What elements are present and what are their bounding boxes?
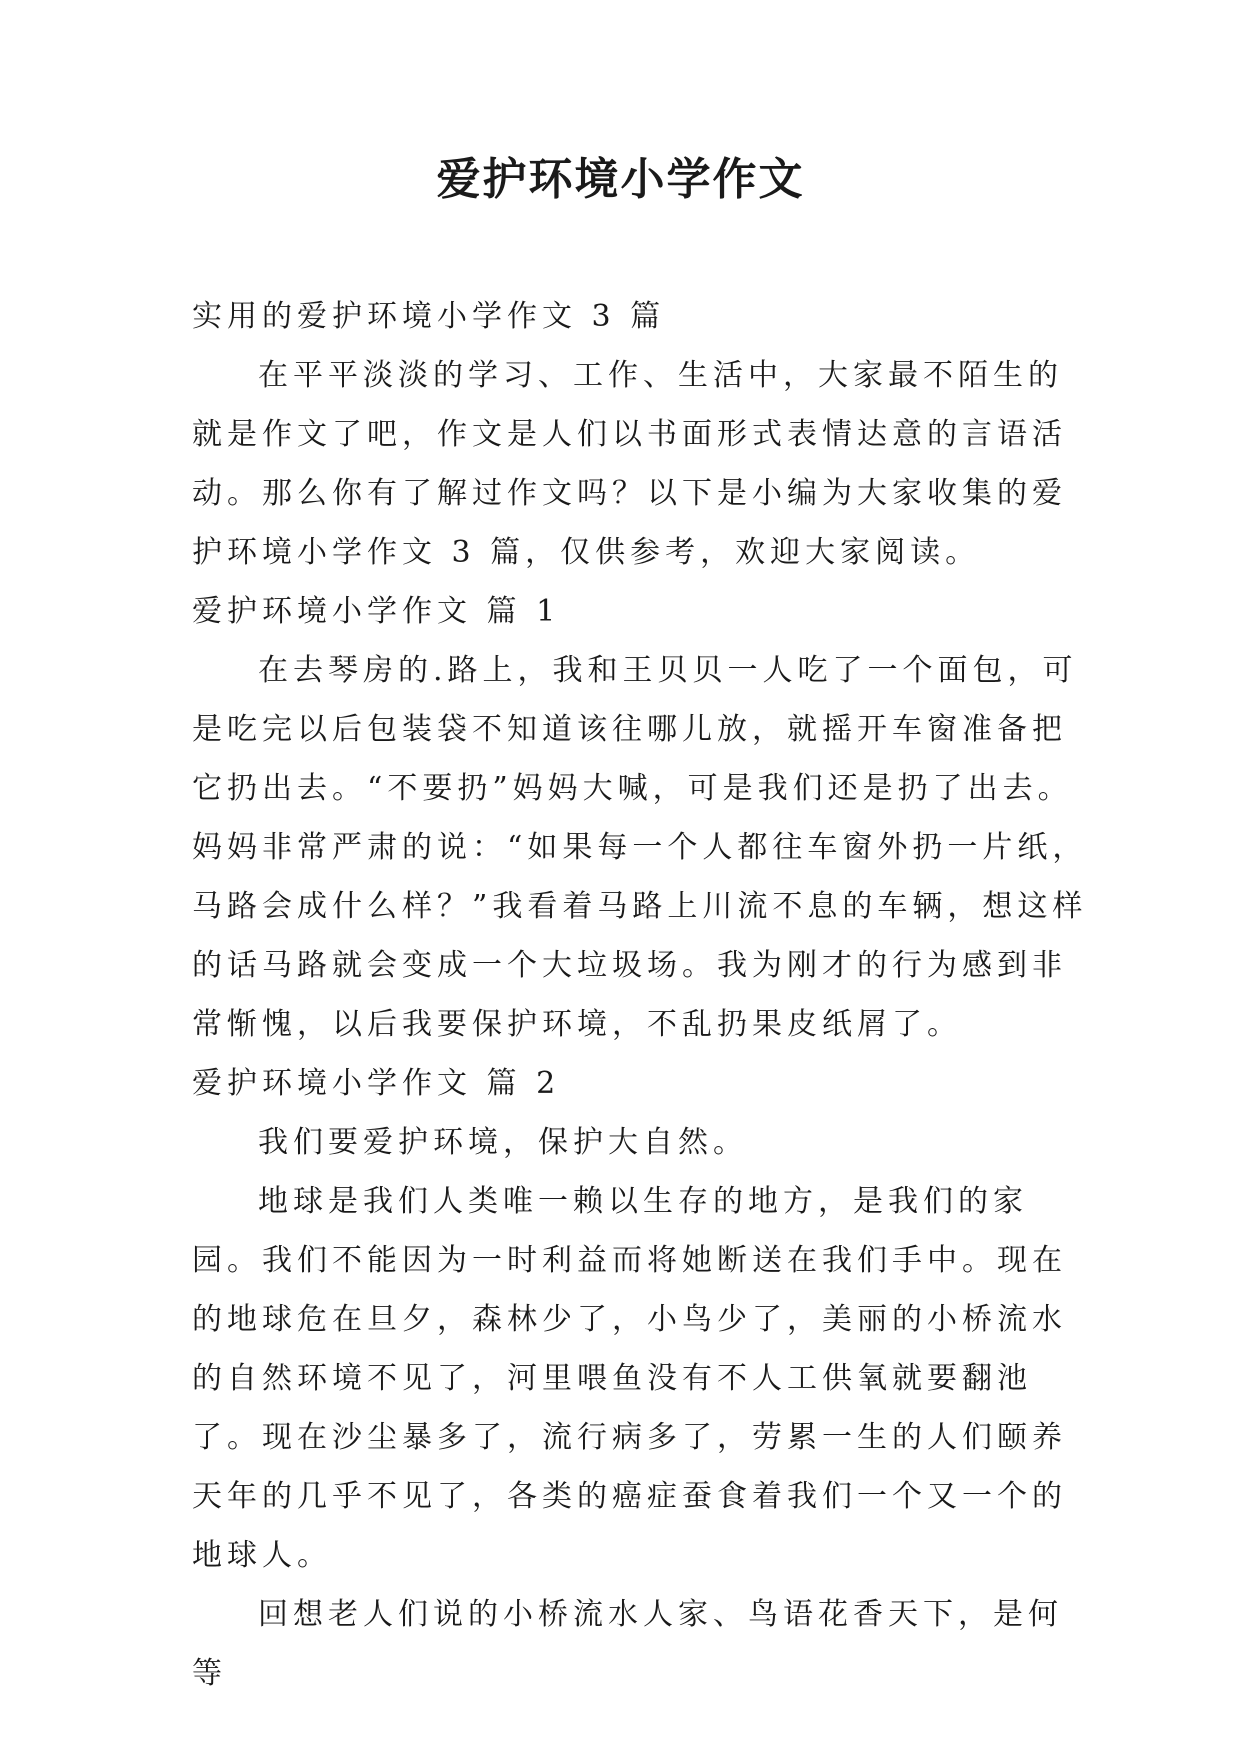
intro-heading: 实用的爱护环境小学作文 3 篇 <box>192 299 666 334</box>
essay1-paragraph: 在去琴房的.路上，我和王贝贝一人吃了一个面包，可是吃完以后包装袋不知道该往哪儿放，就摇开车窗准备把它扔出去。“不要扔”妈妈大喊，可是我们还是扔了出去。妈妈非常严肃的说：“如果每一个人都往车窗外扔一片纸，马路会成什么样？”我看着马路上川流不息的车辆，想这样的话马路就会变成一个大垃圾场。我为刚才的行为感到非常惭愧，以后我要保护环境，不乱扔果皮纸屑了。 <box>192 653 1088 1042</box>
essay2-paragraph-1: 我们要爱护环境，保护大自然。 <box>258 1125 748 1160</box>
essay2-paragraph-3: 回想老人们说的小桥流水人家、鸟语花香天下，是何等 <box>192 1597 1063 1691</box>
essay2-heading: 爱护环境小学作文 篇 2 <box>192 1066 561 1101</box>
essay2-paragraph-2: 地球是我们人类唯一赖以生存的地方，是我们的家园。我们不能因为一时利益而将她断送在我们手中。现在的地球危在旦夕，森林少了，小鸟少了，美丽的小桥流水的自然环境不见了，河里喂鱼没有不人工供氧就要翻池了。现在沙尘暴多了，流行病多了，劳累一生的人们颐养天年的几乎不见了，各类的癌症蚕食着我们一个又一个的地球人。 <box>192 1184 1067 1573</box>
document-body <box>192 287 1092 1703</box>
intro-paragraph: 在平平淡淡的学习、工作、生活中，大家最不陌生的就是作文了吧，作文是人们以书面形式表情达意的言语活动。那么你有了解过作文吗？以下是小编为大家收集的爱护环境小学作文 3 篇，仅供参考，欢迎大家阅读。 <box>192 358 1067 570</box>
document-title: 爱护环境小学作文 <box>436 154 805 205</box>
essay1-heading: 爱护环境小学作文 篇 1 <box>192 594 561 629</box>
